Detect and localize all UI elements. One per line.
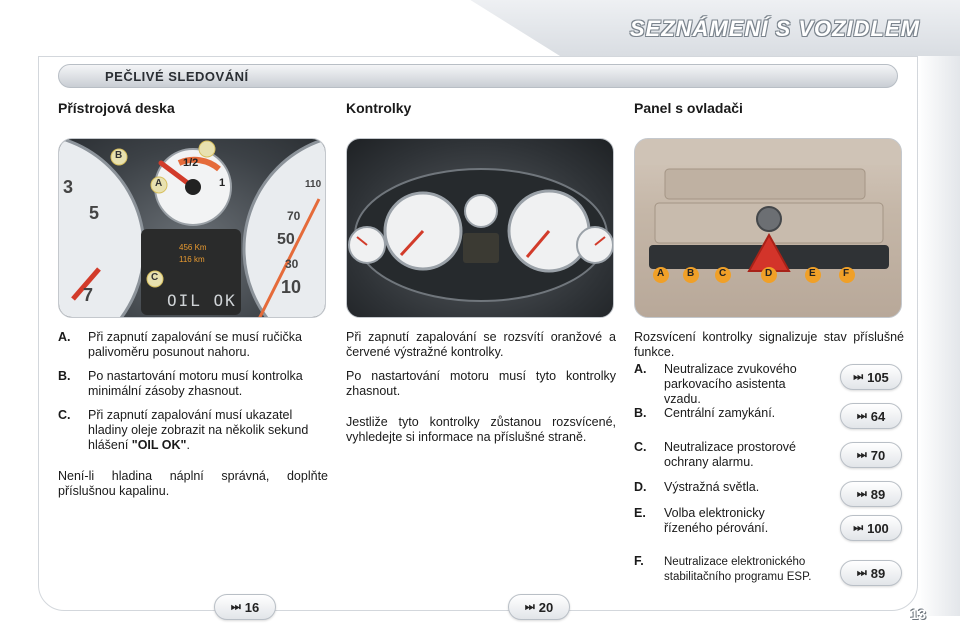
- item-text: Neutralizace elektronického stabilitačního programu ESP.: [664, 556, 812, 583]
- panel-button-d: D: [765, 268, 773, 279]
- page-ref-70[interactable]: [840, 442, 902, 468]
- next-page-icon: ⏭: [230, 600, 239, 613]
- odometer-trip: 116 km: [179, 255, 205, 264]
- speed-label-110: 110: [305, 179, 322, 190]
- paragraph: Rozsvícení kontrolky signalizuje stav příslušné funkce.: [634, 330, 904, 359]
- item-text: Výstražná světla.: [664, 480, 760, 494]
- page-ref-105[interactable]: [840, 364, 902, 390]
- item-letter: C.: [634, 440, 647, 454]
- page-ref-number[interactable]: 20: [538, 599, 554, 615]
- list-item: [634, 362, 814, 407]
- item-letter: D.: [634, 480, 647, 494]
- item-text: Po nastartování motoru musí kontrolka minimální zásoby zhasnout.: [88, 369, 303, 398]
- item-text: Při zapnutí zapalování musí ukazatel hladiny oleje zobrazit na několik sekund hlášení: [88, 408, 309, 452]
- list-item: [634, 480, 814, 495]
- fuel-label-half: 1/2: [183, 157, 199, 169]
- page-ref-number: 89: [870, 486, 886, 502]
- next-page-icon: ⏭: [856, 566, 865, 579]
- cluster-illustration: [347, 139, 614, 318]
- next-page-icon: ⏭: [853, 521, 862, 534]
- next-page-icon: ⏭: [856, 409, 865, 422]
- paragraph: Po nastartování motoru musí tyto kontrolky zhasnout.: [346, 369, 616, 398]
- oil-ok-message: "OIL OK": [131, 438, 187, 452]
- page-number: 13: [910, 606, 926, 622]
- speed-label-7: 7: [83, 285, 94, 305]
- odometer-total: 456 Km: [179, 243, 207, 252]
- list-item: [58, 369, 328, 399]
- panel-button-c: C: [719, 268, 727, 279]
- instrument-panel-photo: [58, 138, 326, 318]
- list-item: [634, 506, 814, 536]
- speed-label-70: 70: [287, 209, 301, 223]
- page-ref-number: 100: [867, 520, 889, 536]
- speed-label-50: 50: [277, 231, 295, 248]
- panel-button-b: B: [687, 268, 695, 279]
- list-item: [58, 408, 328, 453]
- page-ref-89[interactable]: [840, 481, 902, 507]
- page-ref-64[interactable]: [840, 403, 902, 429]
- page-ref-20[interactable]: [508, 594, 570, 620]
- paragraph: Jestliže tyto kontrolky zůstanou rozsvícené, vyhledejte si informace na příslušné straně.: [346, 415, 616, 444]
- page-ref-100[interactable]: [840, 515, 902, 541]
- item-text: Neutralizace prostorové ochrany alarmu.: [664, 440, 797, 469]
- column-title-instrument-panel: Přístrojová deska: [58, 100, 175, 116]
- section-heading: [58, 64, 898, 88]
- page-ref-number: 64: [870, 408, 886, 424]
- page-ref-number: 70: [870, 447, 886, 463]
- next-page-icon: ⏭: [524, 600, 533, 613]
- list-item: [634, 406, 814, 421]
- fuel-label-full: 1: [219, 177, 226, 189]
- page-ref-number: 105: [867, 369, 889, 385]
- next-page-icon: ⏭: [853, 370, 862, 383]
- gauge-marker-b: B: [115, 150, 123, 161]
- item-text: Při zapnutí zapalování se musí ručička palivoměru posunout nahoru.: [88, 330, 302, 359]
- item-letter: F.: [634, 554, 644, 568]
- page-ref-number[interactable]: 16: [244, 599, 260, 615]
- speed-label-5: 5: [89, 203, 100, 223]
- page-main-title: SEZNÁMENÍ S VOZIDLEM: [629, 16, 920, 41]
- item-letter: B.: [58, 369, 71, 383]
- speed-label-30: 30: [285, 257, 299, 271]
- item-text: Neutralizace zvukového parkovacího asistenta vzadu.: [664, 362, 797, 406]
- item-text: Volba elektronicky řízeného pérování.: [664, 506, 769, 535]
- page-ref-number: 89: [870, 565, 886, 581]
- control-panel-illustration: [635, 139, 902, 318]
- item-letter: E.: [634, 506, 646, 520]
- list-item: [634, 440, 814, 470]
- item-letter: A.: [634, 362, 647, 376]
- section-heading-text: PEČLIVÉ SLEDOVÁNÍ: [105, 69, 249, 84]
- frame-shade: [918, 56, 960, 616]
- panel-button-a: A: [657, 268, 665, 279]
- next-page-icon: ⏭: [856, 448, 865, 461]
- item-text-end: .: [186, 438, 190, 452]
- warning-lights-cluster-photo: [346, 138, 614, 318]
- item-text: Centrální zamykání.: [664, 406, 776, 420]
- item-letter: B.: [634, 406, 647, 420]
- list-item: [634, 554, 814, 584]
- page-ref-89-esp[interactable]: [840, 560, 902, 586]
- control-panel-photo: [634, 138, 902, 318]
- panel-button-f: F: [843, 268, 850, 279]
- column-title-warning-lights: Kontrolky: [346, 100, 412, 116]
- item-letter: C.: [58, 408, 71, 422]
- instrument-panel-text: [58, 330, 328, 508]
- speed-label-10: 10: [281, 277, 302, 297]
- gauge-marker-a: A: [155, 178, 163, 189]
- column-title-control-panel: Panel s ovladači: [634, 100, 743, 116]
- item-letter: A.: [58, 330, 71, 344]
- speed-label-3: 3: [63, 177, 74, 197]
- page-ref-16[interactable]: [214, 594, 276, 620]
- gauge-marker-c: C: [151, 272, 159, 283]
- fluid-note: Není-li hladina náplní správná, doplňte příslušnou kapalinu.: [58, 469, 328, 498]
- paragraph: Při zapnutí zapalování se rozsvítí oranžové a červené výstražné kontrolky.: [346, 330, 616, 359]
- oil-ok-display: OIL OK: [167, 291, 237, 310]
- warning-lights-text: [346, 330, 616, 454]
- next-page-icon: ⏭: [856, 487, 865, 500]
- panel-button-e: E: [809, 268, 816, 279]
- list-item: [58, 330, 328, 360]
